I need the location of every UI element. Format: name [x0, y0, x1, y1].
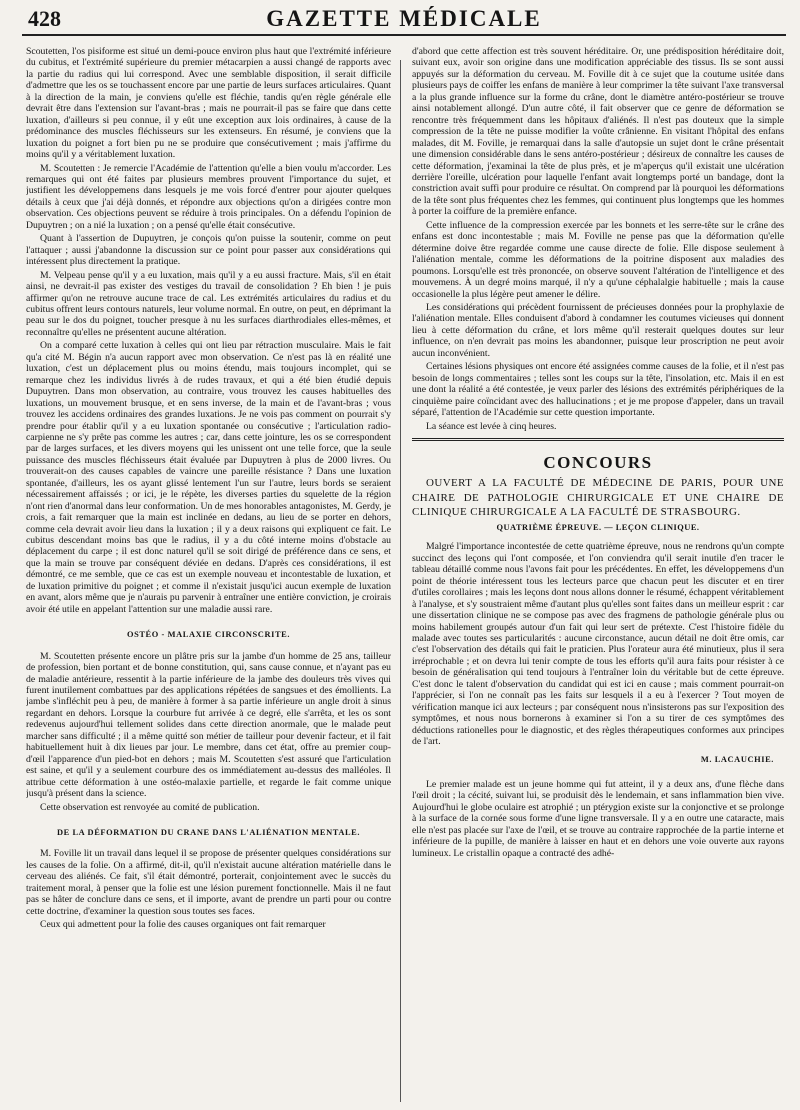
paragraph: Cette observation est renvoyée au comité de publication.: [40, 801, 260, 813]
paragraph: Cette influence de la compression exercée par les bonnets et les serre-tête sur le crâne des enfans est donc incontestable ; mais M. Foville ne pense pas que la déformation qu'elle détermine doive être regardée comme une cause directe de folie. Elle dispose seulement à l'aliénation mentale, comme les déformations de la poitrine disposent aux maladies des poumons. Lorsqu'elle est très prononcée, on observe souvent l'altération de l'intelligence et des mouvemens. À un degré moins marqué, il n'y a qu'une céphalalgie habituelle ; mais la cause occasionelle la plus légère peut amener le délire.: [412, 219, 784, 300]
concours-heading: CONCOURS: [543, 452, 653, 472]
section-heading: DE LA DÉFORMATION DU CRANE DANS L'ALIÉNATION MENTALE.: [56, 828, 361, 837]
paragraph: M. Scoutetten présente encore un plâtre pris sur la jambe d'un homme de 25 ans, tailleur de profession, bien portant et de bonne constitution, qui, sans cause connue, et n'ayant pas eu de maladie antérieure, ressentit à la partie inférieure de la jambe des douleurs très vives qui furent inutilement combattues par des applications répétées de sangsues et des émollients. La jambe s'infléchit peu à peu, de manière à former à sa partie inférieure un angle droit à sinus regardant en dehors. Lorsque la courbure fut arrivée à ce degré, elle s'arrêta, et les os sont redevenus aujourd'hui tellement solides dans cette direction anormale, que le malade peut marcher sans difficulté ; il a même quitté son métier de tailleur pour devenir facteur, et il fait habituellement huit à dix lieues par jour. Le membre, dans cet état, offre au premier coup-d'œil l'apparence d'un pied-bot en dehors ; mais M. Scoutetten s'est assuré que l'articulation est saine, et qu'il y a seulement courbure des os immédiatement au-dessus des malléoles. Il attribue cette déformation à une ostéo-malaxie partielle, et regarde le fait comme unique jusqu'à présent dans la science.: [26, 650, 391, 800]
column-divider: [400, 60, 401, 1102]
concours-subheading: OUVERT A LA FACULTÉ DE MÉDECINE DE PARIS, POUR UNE CHAIRE DE PATHOLOGIE CHIRURGICALE ET UNE CHAIRE DE CLINIQUE CHIRURGICALE A LA FACULTÉ DE STRASBOURG.: [412, 477, 784, 519]
page-number: 428: [28, 6, 61, 31]
paragraph: Les considérations qui précèdent fournissent de précieuses données pour la prophylaxie de l'aliénation mentale. Elles conduisent d'abord à condamner les coutumes vicieuses qui donnent lieu à cette déformation du crâne, et lors même qu'il resterait quelques doutes sur leur influence, on n'en devrait pas moins les abandonner, puisque leur proscription ne peut avoir aucun inconvénient.: [412, 301, 784, 359]
paragraph: Scoutetten, l'os pisiforme est situé un demi-pouce environ plus haut que l'extrémité inférieure du cubitus, et l'extrémité supérieure du premier métacarpien a aussi changé de rapports avec la partie du radius qui lui correspond. Avec une semblable disposition, il serait difficile d'admettre que les os se touchassent encore par une partie de leurs surfaces articulaires. Quant à la direction de la main, je conviens qu'elle est fléchie, tandis qu'en règle générale elle devrait être dans l'extension sur l'avant-bras ; mais ne pourrait-il pas se faire que dans cette luxation, d'ailleurs si peu connue, il y eût une exception aux lois ordinaires, à cause de la prédominance des muscles fléchisseurs sur les extenseurs. En résumé, je conviens que la luxation du poignet a fort bien pu ne se produire que consécutivement ; mais j'affirme du moins qu'il y a véritablement luxation.: [26, 46, 391, 161]
paragraph: Le premier malade est un jeune homme qui fut atteint, il y a deux ans, d'une flèche dans l'œil droit ; la cécité, suivant lui, se produisit dès le lendemain, et sans inflammation bien vive. Aujourd'hui le globe oculaire est atrophié ; un ptérygion existe sur la conjonctive et se prolonge à la surface de la cornée sous forme d'une ligne transversale. Il y a en outre une cataracte, mais elle n'est pas placée sur l'axe de l'œil, et se trouve au contraire rapprochée de la partie interne et inférieure de la pupille, de manière à laisser en haut et en dehors une voie ouverte aux rayons lumineux. Le cristallin opaque a contracté des adhé-: [412, 778, 784, 859]
epreuve-heading: QUATRIÈME ÉPREUVE. — LEÇON CLINIQUE.: [496, 522, 700, 532]
paragraph: Quant à l'assertion de Dupuytren, je conçois qu'on puisse la soutenir, comme on peut l'attaquer ; aussi j'abandonne la discussion sur ce point pour passer aux considérations qui intéressent plus directement la pratique.: [26, 233, 391, 268]
right-column: [412, 46, 784, 1108]
paragraph: d'abord que cette affection est très souvent héréditaire. Or, une prédisposition héréditaire doit, suivant eux, avoir son origine dans une modification appréciable des tissus. Ils se sont aussi appuyés sur la déformation du cerveau. M. Foville dit à ce sujet que la coutume usitée dans plusieurs pays de coiffer les enfans de manière à leur comprimer la tête suivant l'axe transversal a la plus grande influence sur la forme du crâne, dont le diamètre antéro-postérieur se trouve ainsi notablement allongé. D'un autre côté, il fait observer que ce genre de déformation se rencontre très fréquemment dans les hôpitaux d'aliénés. Il n'est pas douteux que la simple compression de la tête ne puisse modifier la voûte crânienne. En visitant l'hôpital des enfans malades, dit M. Foville, je remarquai dans la salle d'autopsie un sujet dont le crâne présentait une dimension considérable dans le sens antéro-postérieur ; désireux de connaître les causes de cette déformation, j'examinai la tête de plus près, et je m'aperçus qu'il existait une ulcération derrière l'oreille, ulcération pour laquelle l'enfant avait longtemps porté un bandage, dont la constriction avait suffi pour produire ce résultat. On comprend par là pourquoi les déformations de la tête sont plus fréquentes chez les femmes, qui continuent plus longtemps que les hommes à porter la coiffure de la première enfance.: [412, 46, 784, 218]
section-rule: [412, 438, 784, 441]
paragraph: Malgré l'importance incontestée de cette quatrième épreuve, nous ne rendrons qu'un compte succinct des leçons qui l'ont composée, et l'on conviendra qu'il serait inutile d'en tracer le tableau détaillé comme nous l'avons fait pour les précédentes. En effet, les développemens d'un point de théorie intéressent tous les lecteurs parce que chacun peut les discuter et en tirer d'utiles corollaires ; mais les leçons dont nous allons donner le résumé, échappent véritablement à l'analyse, et s'y soustraient même d'autant plus qu'elles sont faites dans un meilleur esprit : car une dissertation clinique ne se compose pas avec des fragmens de pathologie générale plus ou moins habilement groupés autour d'un fait qui leur sert de prétexte. C'est l'histoire fidèle du malade avec toutes ses particularités : aucune circonstance, aucun détail ne doit être omis, car c'est l'observation des détails qui fait le praticien. Plus l'orateur aura été minutieux, plus il sera irréprochable ; et on devra lui tenir compte de tous les efforts qu'il aura faits pour résister à ce besoin de généralisation qui tend toujours à l'entraîner loin du véritable but de cette épreuve. C'est donc le talent d'observation du candidat qui est ici en cause ; mais comment pourrait-on l'apprécier, si l'on ne connaît pas les faits sur lesquels il a eu à l'exercer ? Tout moyen de vérification manque ici aux lecteurs ; par conséquent nous n'insisterons pas sur l'exposition des symptômes, et nous nous bornerons à examiner si l'on a su tirer de ces symptômes des déductions rationelles pour le diagnostic, et des règles thérapeutiques conformes aux principes de l'art.: [412, 541, 784, 748]
page-header: [22, 4, 786, 36]
left-column: [26, 46, 391, 1108]
paragraph: M. Scoutetten : Je remercie l'Académie de l'attention qu'elle a bien voulu m'accorder. Les remarques qui ont été faites par plusieurs membres prouvent l'importance du sujet, et justifient les développemens dans lesquels je me vois forcé d'entrer pour ajouter quelques détails à ceux que j'ai déjà donnés, et répondre aux objections qu'on a dirigées contre mon observation. Ces objections peuvent se réduire à trois principales. On a défendu l'opinion de Dupuytren ; on a nié la luxation ; on a pensé qu'elle était consécutive.: [26, 162, 391, 231]
paragraph: Ceux qui admettent pour la folie des causes organiques ont fait remarquer: [40, 919, 326, 931]
paragraph: M. Velpeau pense qu'il y a eu luxation, mais qu'il y a eu aussi fracture. Mais, s'il en était ainsi, ne devrait-il pas exister des vestiges du travail de consolidation ? Eh bien ! je puis affirmer qu'on ne retrouve aucune trace de cal. Les extrémités articulaires du radius et du cubitus offrent leurs contours naturels, leur volume normal. En outre, on peut, en déprimant la peau sur le dos du poignet, toucher presque à nu les surfaces diarthrodiales elles-mêmes, et reconnaître qu'elles ne présentent aucune altération.: [26, 269, 391, 338]
section-heading: OSTÉO - MALAXIE CIRCONSCRITE.: [126, 630, 291, 640]
session-end-note: La séance est levée à cinq heures.: [426, 420, 557, 432]
paragraph: M. Foville lit un travail dans lequel il se propose de présenter quelques considérations sur les causes de la folie. On a affirmé, dit-il, qu'il n'existait aucune altération matérielle dans le cerveau des aliénés. Ce fait, s'il était démontré, porterait, conjointement avec le succès du traitement moral, à penser que la folie est une lésion purement fonctionnelle. Mais il ne faut pas se hâter de conclure dans ce sens, et il importe, avant de prendre un parti pour ou contre cette doctrine, d'examiner la question sous toutes ses faces.: [26, 848, 391, 917]
author-signature: M. LACAUCHIE.: [700, 754, 774, 764]
paragraph: On a comparé cette luxation à celles qui ont lieu par rétraction musculaire. Mais le fait qu'a cité M. Bégin n'a aucun rapport avec mon observation. Ce n'est pas là en réalité une luxation, c'est un déplacement plus ou moins étendu, mais toujours incomplet, qui se remarque chez les individus livrés à de rudes travaux, et qui a été bien étudié depuis Dupuytren. Dans mon observation, au contraire, vous trouvez les causes habituelles des luxations, un mouvement brusque, et en sens inverse, de la main et de l'avant-bras ; vous trouvez les accidens ordinaires des grandes luxations. Je ne vois pas comment on pourrait s'y prendre pour établir qu'il y a eu luxation spontanée ou consécutive ; l'articulation radio-carpienne ne s'y prête pas comme les autres ; car, dans cette jointure, les os se correspondent par de larges surfaces, et les divers moyens qui les unissent ont une telle force, que la seule puissance des muscles fléchisseurs était évaluée par Dupuytren à plus de 2000 livres. Ou trouverait-on des causes capables de vaincre une pareille résistance ? Dans une luxation spontanée, d'ailleurs, les os ayant glissé lentement l'un sur l'autre, leurs bords se seraient nécessairement affaissés ; or ici, je le répète, les diverses parties du squelette de la région n'ont rien d'anormal dans leur conformation. Un de mes honorables antagonistes, M. Gerdy, je crois, a fait remarquer que la main est inclinée en dedans, au lieu de se porter en dehors, comme cela devrait avoir lieu dans la luxation ; il y a deux raisons qui expliquent ce fait. Le cubitus descendant moins bas que le radius, il y a du côté interne moins d'obstacle au déplacement du carpe ; il est donc naturel qu'il se soit dirigé de préférence dans ce sens, et que la main se trouve par conséquent déviée en dedans. D'après ces considérations, il est démontré, ce me semble, que ce cas est un exemple nouveau et incontestable de luxation, et de luxation primitive du poignet ; et comme il n'existait jusqu'ici aucun exemple de luxation en avant, alors même que je n'aurais pu parvenir à entraîner une entière conviction, je croirais avoir été utile en appelant l'attention sur une maladie aussi rare.: [26, 340, 391, 615]
paragraph: Certaines lésions physiques ont encore été assignées comme causes de la folie, et il n'est pas besoin de longs commentaires ; telles sont les coups sur la tête, l'insolation, etc. Mais il en est une dont la réalité a été contestée, je veux parler des lésions des extrémités périphériques de la cinquième paire coïncidant avec des hallucinations ; et je me propose d'appeler, dans un travail séparé, l'attention de l'Académie sur cette question importante.: [412, 361, 784, 419]
journal-title: GAZETTE MÉDICALE: [266, 6, 542, 31]
